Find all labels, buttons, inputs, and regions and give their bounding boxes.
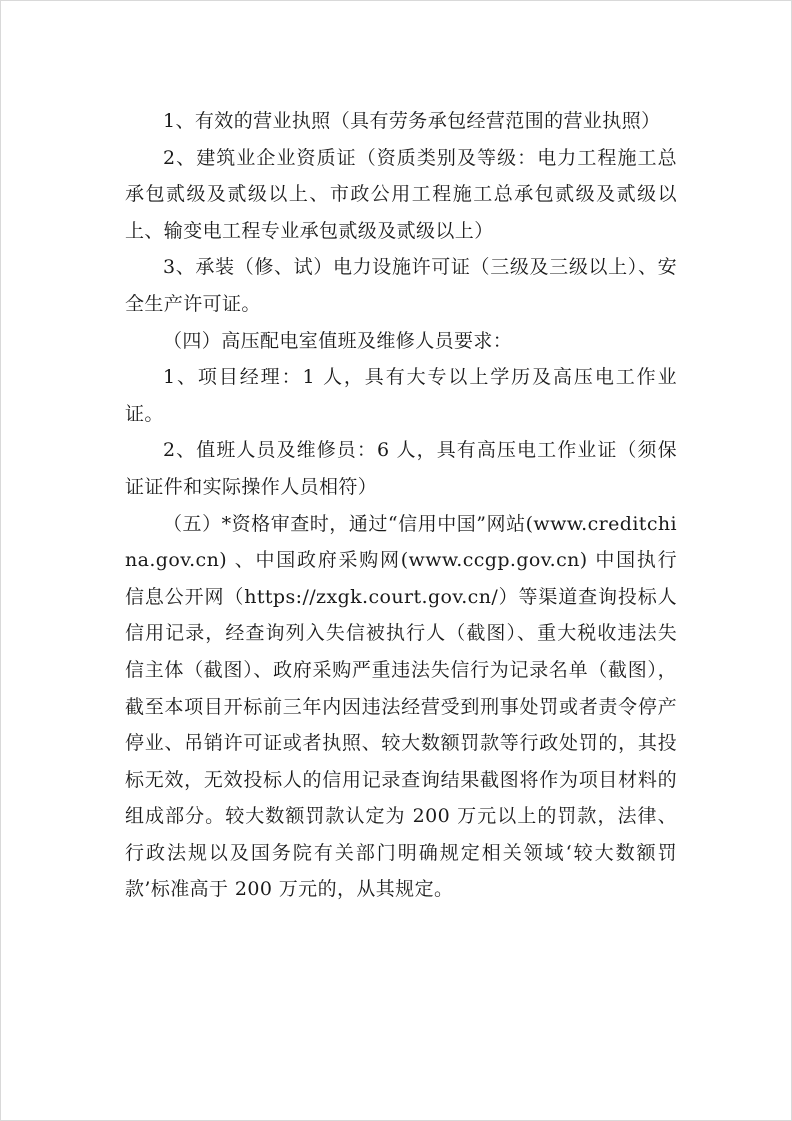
section-credit-check: （五）*资格审查时，通过“信用中国”网站(www.creditchina.gov.cn) 、中国政府采购网(www.ccgp.gov.cn) 中国执行信息公开网（https://zxgk.court.gov.cn/）等渠道查询投标人信用记录，经查询列入失信被执行人（截图）、重大税收违法失信主体（截图）、政府采购严重违法失信行为记录名单（截图），截至本项目开标前三年内因违法经营受到刑事处罚或者责令停产停业、吊销许可证或者执照、较大数额罚款等行政处罚的，其投标无效，无效投标人的信用记录查询结果截图将作为项目材料的组成部分。较大数额罚款认定为 200 万元以上的罚款，法律、行政法规以及国务院有关部门明确规定相关领域‘较大数额罚款’标准高于 200 万元的，从其规定。 — [125, 512, 677, 901]
document-body — [125, 103, 677, 908]
requirement-duty-staff: 2、值班人员及维修员：6 人，具有高压电工作业证（须保证证件和实际操作人员相符） — [125, 439, 677, 498]
section-heading-staff-requirements: （四）高压配电室值班及维修人员要求： — [163, 329, 513, 352]
requirement-power-facility-license: 3、承装（修、试）电力设施许可证（三级及三级以上）、安全生产许可证。 — [125, 256, 677, 315]
requirement-business-license: 1、有效的营业执照（具有劳务承包经营范围的营业执照） — [163, 110, 661, 132]
requirement-project-manager: 1、项目经理：1 人，具有大专以上学历及高压电工作业证。 — [125, 366, 677, 425]
requirement-qualification-certificate: 2、建筑业企业资质证（资质类别及等级：电力工程施工总承包贰级及贰级以上、市政公用工程施工总承包贰级及贰级以上、输变电工程专业承包贰级及贰级以上） — [125, 146, 677, 242]
